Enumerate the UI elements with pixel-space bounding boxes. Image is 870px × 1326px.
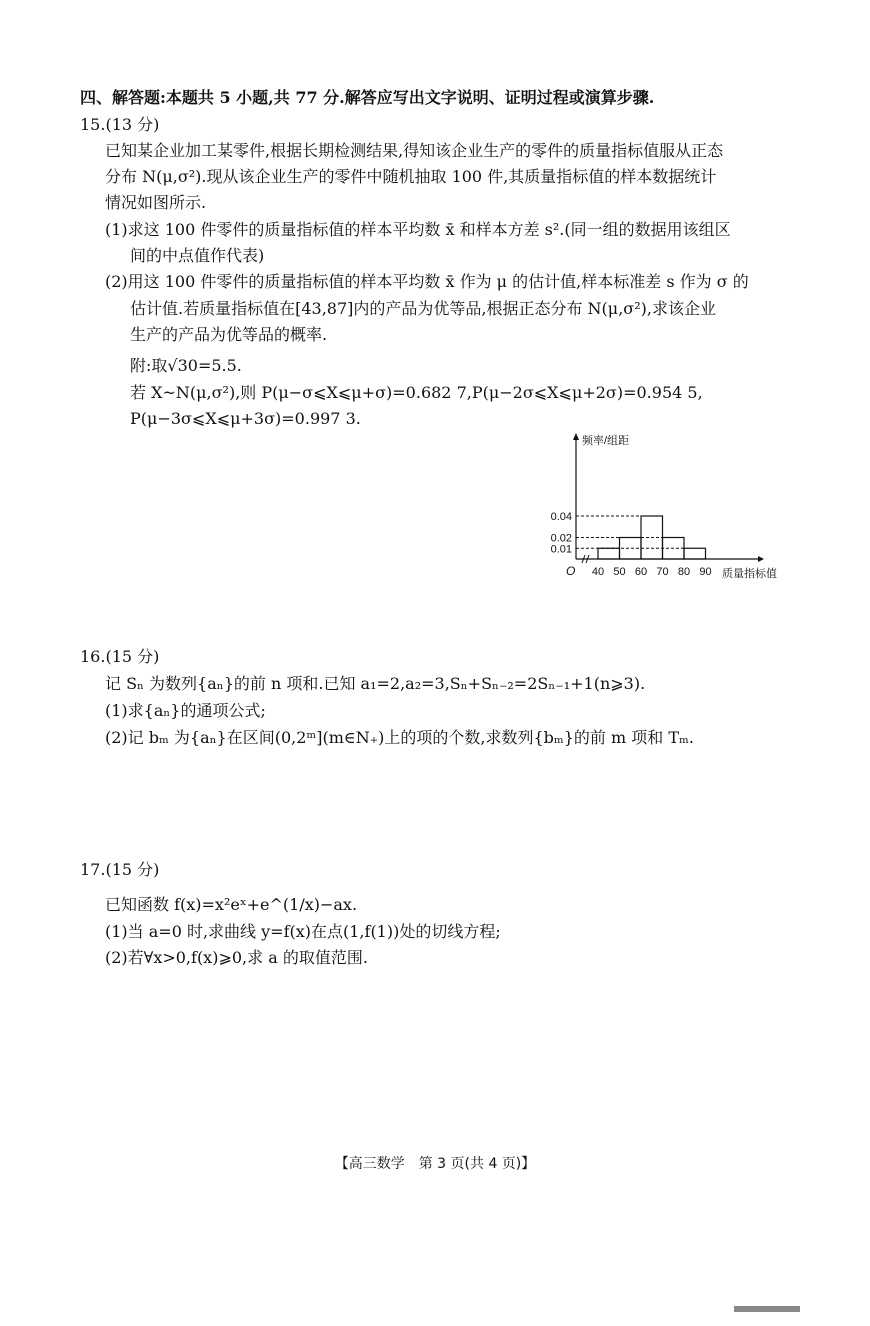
q15-stem-line: 情况如图所示.: [105, 193, 207, 212]
q15-appendix-line: P(μ−3σ⩽X⩽μ+3σ)=0.997 3.: [130, 409, 361, 428]
q15-part1-line: 间的中点值作代表): [130, 246, 265, 265]
x-tick-label: 80: [677, 566, 691, 578]
q17-number: 17.(15 分): [80, 860, 160, 879]
q16-number: 16.(15 分): [80, 647, 160, 666]
q16-part2: (2)记 bₘ 为{aₙ}在区间(0,2ᵐ](m∈N₊)上的项的个数,求数列{bₘ}的前 m 项和 Tₘ.: [105, 728, 694, 747]
corner-mark: [734, 1304, 800, 1314]
q16-stem: 记 Sₙ 为数列{aₙ}的前 n 项和.已知 a₁=2,a₂=3,Sₙ+Sₙ₋₂=2Sₙ₋₁+1(n⩾3).: [105, 674, 646, 693]
q15-part2-line: 生产的产品为优等品的概率.: [130, 325, 328, 344]
frequency-histogram: [548, 428, 798, 588]
section-header: 四、解答题:本题共 5 小题,共 77 分.解答应写出文字说明、证明过程或演算步骤.: [80, 88, 655, 107]
x-tick-label: 90: [699, 566, 712, 578]
q15-part2-line: (2)用这 100 件零件的质量指标值的样本平均数 x̄ 作为 μ 的估计值,样本标准差 s 作为 σ 的: [105, 272, 749, 291]
q15-appendix-line: 附:取√30=5.5.: [130, 356, 242, 375]
q15-part2-line: 估计值.若质量指标值在[43,87]内的产品为优等品,根据正态分布 N(μ,σ²),求该企业: [130, 299, 716, 318]
x-tick-label: 60: [634, 566, 648, 578]
q15-part1-line: (1)求这 100 件零件的质量指标值的样本平均数 x̄ 和样本方差 s².(同一组的数据用该组区: [105, 220, 731, 239]
histogram-bar: [684, 548, 706, 559]
q16-part1: (1)求{aₙ}的通项公式;: [105, 701, 266, 720]
q17-stem: 已知函数 f(x)=x²eˣ+e^(1/x)−ax.: [105, 895, 358, 914]
q17-part1: (1)当 a=0 时,求曲线 y=f(x)在点(1,f(1))处的切线方程;: [105, 922, 501, 941]
y-tick-label: 0.01: [550, 543, 572, 556]
origin-label: O: [566, 564, 576, 578]
q15-stem-line: 已知某企业加工某零件,根据长期检测结果,得知该企业生产的零件的质量指标值服从正态: [105, 141, 724, 160]
y-tick-label: 0.04: [550, 511, 572, 523]
y-axis-label: 频率/组距: [582, 435, 630, 447]
q15-stem-line: 分布 N(μ,σ²).现从该企业生产的零件中随机抽取 100 件,其质量指标值的样本数据统计: [105, 167, 717, 186]
x-tick-label: 40: [591, 566, 605, 578]
q15-appendix-line: 若 X~N(μ,σ²),则 P(μ−σ⩽X⩽μ+σ)=0.682 7,P(μ−2σ⩽X⩽μ+2σ)=0.954 5,: [130, 383, 703, 402]
x-tick-label: 70: [656, 566, 669, 578]
page-footer: 【高三数学 第 3 页(共 4 页)】: [334, 1156, 536, 1172]
q15-number: 15.(13 分): [80, 115, 160, 134]
x-axis-arrow: [758, 556, 764, 562]
x-tick-label: 50: [613, 566, 626, 578]
y-tick-label: 0.02: [550, 532, 572, 545]
histogram-bar: [598, 548, 620, 559]
y-axis-arrow: [573, 433, 579, 440]
x-axis-label: 质量指标值: [722, 568, 777, 580]
q17-part2: (2)若∀x>0,f(x)⩾0,求 a 的取值范围.: [105, 948, 368, 967]
